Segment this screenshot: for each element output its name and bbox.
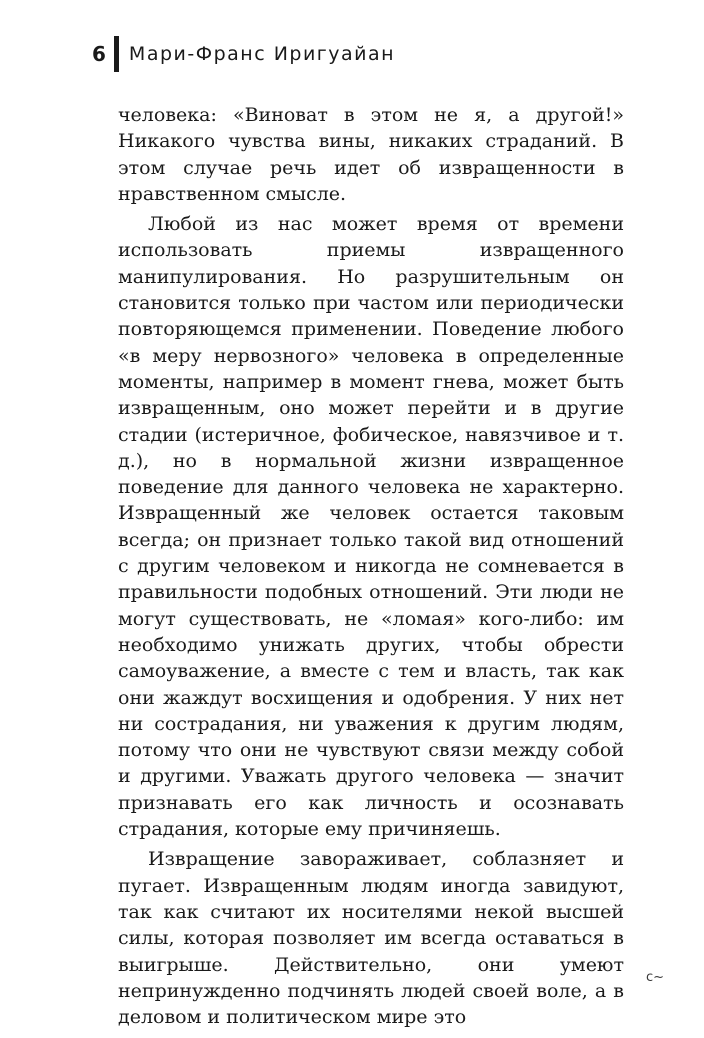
body-text (118, 102, 624, 1030)
page-number: 6 (92, 42, 106, 66)
paragraph-1: человека: «Виноват в этом не я, а другой!» Никакого чувства вины, никаких страданий. В этом случае речь идет об извращенности в нравственном смысле. (118, 104, 624, 205)
header-divider (114, 36, 119, 72)
paragraph-3: Извращение завораживает, соблазняет и пугает. Извращенным людям иногда завидуют, так как считают их носителями некой высшей силы, которая позволяет им всегда оставаться в выигрыше. Действительно, они умеют непринужденно подчинять людей своей воле, а в деловом и политическом мире это (118, 848, 624, 1029)
author-name: Мари-Франс Иригуайан (128, 43, 396, 65)
running-header (92, 36, 395, 72)
scan-mark: c~ (646, 970, 665, 985)
paragraph-2: Любой из нас может время от времени использовать приемы извращенного манипулирования. Но разрушительным он становится только при частом или периодически повторяющемся применении. Поведение любого «в меру нервозного» человека в определенные моменты, например в момент гнева, может быть извращенным, оно может перейти и в другие стадии (истеричное, фобическое, навязчивое и т. д.), но в нормальной жизни извращенное поведение для данного человека не характерно. Извращенный же человек остается таковым всегда; он признает только такой вид отношений с другим человеком и никогда не сомневается в правильности подобных отношений. Эти люди не могут существовать, не «ломая» кого-либо: им необходимо унижать других, чтобы обрести самоуважение, а вместе с тем и власть, так как они жаждут восхищения и одобрения. У них нет ни сострадания, ни уважения к другим людям, потому что они не чувствуют связи между собой и другими. Уважать другого человека — значит признавать его как личность и осознавать страдания, которые ему причиняешь. (118, 213, 624, 841)
